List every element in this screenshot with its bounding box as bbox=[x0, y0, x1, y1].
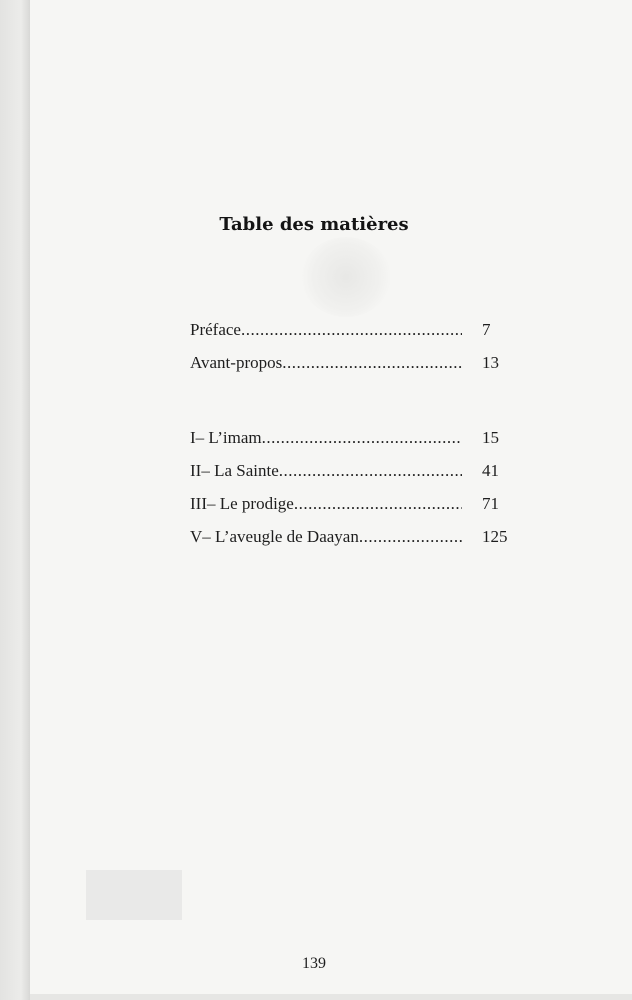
table-of-contents bbox=[190, 317, 520, 557]
toc-entry-chapter-1 bbox=[190, 425, 520, 458]
toc-entry-page: 125 bbox=[482, 527, 508, 546]
toc-entry-page: 15 bbox=[482, 428, 499, 447]
toc-entry-page: 13 bbox=[482, 353, 499, 372]
page-edge bbox=[0, 0, 30, 1000]
toc-entry-page: 71 bbox=[482, 494, 499, 513]
faint-publisher-logo bbox=[86, 870, 182, 920]
page-bottom-edge bbox=[30, 994, 632, 1000]
toc-entry-label: V– L’aveugle de Daayan ..... bbox=[190, 524, 462, 550]
toc-section-gap bbox=[190, 383, 520, 425]
toc-entry-page: 7 bbox=[482, 320, 491, 339]
toc-entry-chapter-2 bbox=[190, 458, 520, 491]
toc-entry-label: Préface ..... bbox=[190, 317, 462, 343]
toc-entry-label: I– L’imam ..... bbox=[190, 425, 462, 451]
page-number: 139 bbox=[302, 955, 326, 972]
faint-seal-watermark bbox=[301, 237, 391, 317]
toc-title: Table des matières bbox=[219, 214, 409, 235]
toc-entry-preface bbox=[190, 317, 520, 350]
toc-entry-label: Avant-propos ..... bbox=[190, 350, 462, 376]
toc-entry-chapter-4 bbox=[190, 524, 520, 557]
toc-entry-label: II– La Sainte ..... bbox=[190, 458, 462, 484]
toc-entry-label: III– Le prodige ..... bbox=[190, 491, 462, 517]
toc-entry-page: 41 bbox=[482, 461, 499, 480]
toc-entry-avant-propos bbox=[190, 350, 520, 383]
toc-entry-chapter-3 bbox=[190, 491, 520, 524]
